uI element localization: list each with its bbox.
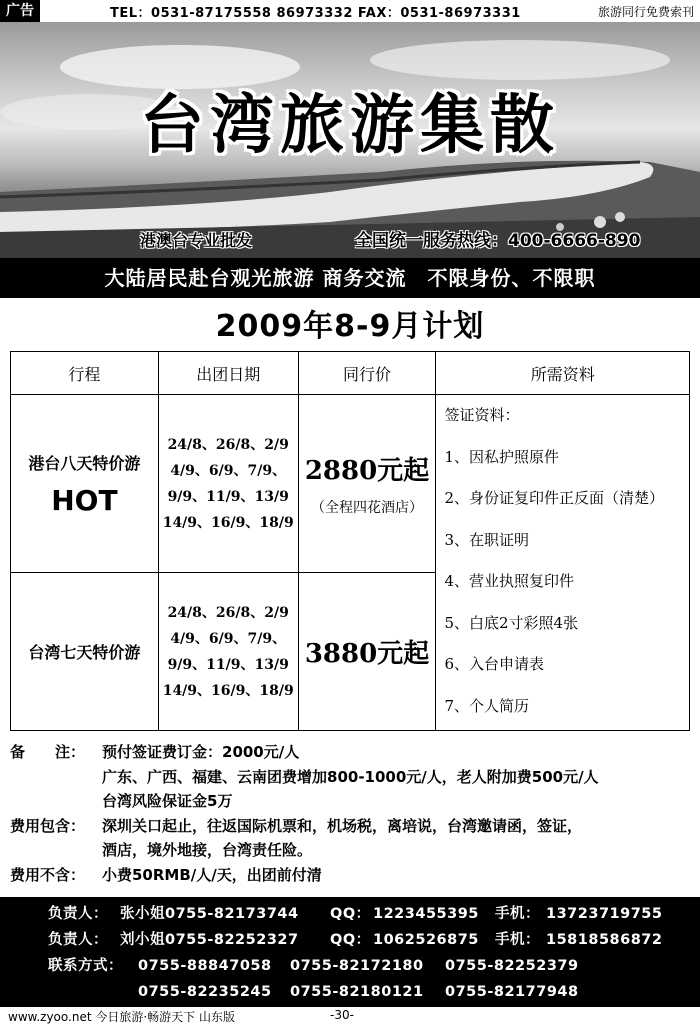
dates-cell (158, 395, 298, 573)
schedule-table (10, 351, 690, 731)
price-value: 2880元起 (304, 456, 430, 486)
banner (0, 22, 700, 258)
table-row (11, 395, 690, 573)
included-line: 深圳关口起止，往返国际机票和，机场税，离培说，台湾邀请函，签证， (102, 816, 583, 835)
hotline-label: 全国统一服务热线：400-6666-890 (355, 231, 641, 251)
remark-line: 台湾风险保证金5万 (102, 792, 233, 810)
tel-fax-line: TEL：0531-87175558 86973332 FAX：0531-86973331 (110, 6, 521, 21)
route-cell (11, 573, 159, 731)
banner-title: 台湾旅游集散 (140, 89, 560, 163)
qq-label: QQ： (330, 932, 371, 948)
qq-number: 1062526875 (373, 932, 479, 948)
documents-cell (436, 395, 690, 731)
date-line: 9/9、11/9、13/9 (167, 656, 289, 673)
remark-line: 广东、广西、福建、云南团费增加800-1000元/人，老人附加费500元/人 (102, 767, 599, 786)
header-dates: 出团日期 (158, 352, 298, 395)
contact-method-label: 联系方式： (48, 958, 123, 974)
hot-badge: HOT (51, 483, 118, 517)
footer-site: www.zyoo.net 今日旅游·畅游天下 山东版 (8, 1010, 235, 1024)
price-cell (298, 395, 436, 573)
header-price: 同行价 (298, 352, 436, 395)
wholesale-label: 港澳台专业批发 (140, 231, 253, 250)
date-line: 14/9、16/9、18/9 (162, 514, 294, 531)
mobile-number: 13723719755 (546, 906, 663, 922)
doc-item: 1、因私护照原件 (444, 447, 559, 466)
person-name-tel: 张小姐0755-82173744 (120, 906, 299, 922)
qq-number: 1223455395 (373, 906, 479, 922)
page-number: -30- (330, 1008, 354, 1022)
doc-item: 4、营业执照复印件 (444, 572, 574, 590)
date-line: 24/8、26/8、2/9 (167, 604, 289, 621)
qq-label: QQ： (330, 906, 371, 922)
phone-number: 0755-82180121 (290, 984, 424, 1000)
date-line: 4/9、6/9、7/9、 (170, 462, 287, 479)
price-note: （全程四花酒店） (311, 500, 424, 516)
table-header-row (11, 352, 690, 395)
mobile-label: 手机： (495, 932, 540, 948)
mobile-number: 15818586872 (546, 932, 663, 948)
doc-item: 6、入台申请表 (444, 655, 544, 673)
phone-number: 0755-88847058 (138, 958, 272, 974)
doc-item: 2、身份证复印件正反面（清楚） (444, 489, 664, 507)
phone-number: 0755-82252379 (445, 958, 579, 974)
doc-item: 签证资料： (444, 406, 520, 424)
doc-item: 5、白底2寸彩照4张 (444, 613, 579, 632)
ad-tag: 广告 (0, 0, 40, 22)
excluded-line: 小费50RMB/人/天，出团前付清 (102, 865, 322, 884)
header-route: 行程 (11, 352, 159, 395)
phone-number: 0755-82177948 (445, 984, 579, 1000)
person-label: 负责人： (48, 906, 108, 922)
included-label: 费用包含： (10, 816, 86, 835)
route-name: 台湾七天特价游 (28, 643, 141, 662)
date-line: 14/9、16/9、18/9 (162, 682, 294, 699)
free-index-label: 旅游同行免费索刊 (597, 5, 694, 19)
price-cell (298, 573, 436, 731)
price-value: 3880元起 (304, 639, 430, 669)
notes-section (10, 740, 700, 887)
included-line: 酒店，境外地接，台湾责任险。 (102, 841, 313, 859)
remark-label: 备 注： (10, 743, 86, 761)
person-name-tel: 刘小姐0755-82252327 (120, 932, 299, 948)
slogan-bar: 大陆居民赴台观光旅游 商务交流 不限身份、不限职 (0, 258, 700, 298)
top-header-bar (0, 0, 700, 24)
phone-number: 0755-82172180 (290, 958, 424, 974)
route-cell (11, 395, 159, 573)
date-line: 9/9、11/9、13/9 (167, 488, 289, 505)
date-line: 4/9、6/9、7/9、 (170, 630, 287, 647)
date-line: 24/8、26/8、2/9 (167, 436, 289, 453)
dates-cell (158, 573, 298, 731)
person-label: 负责人： (48, 932, 108, 948)
doc-item: 7、个人简历 (444, 696, 529, 715)
contact-bar (0, 897, 700, 1007)
mobile-label: 手机： (495, 906, 540, 922)
plan-title: 2009年8-9月计划 (215, 309, 485, 344)
remark-line: 预付签证费订金：2000元/人 (102, 743, 300, 761)
doc-item: 3、在职证明 (444, 530, 529, 549)
phone-number: 0755-82235245 (138, 984, 272, 1000)
excluded-label: 费用不含： (10, 865, 86, 884)
page-footer (0, 1007, 700, 1024)
header-documents: 所需资料 (436, 352, 690, 395)
route-name: 港台八天特价游 (28, 453, 141, 473)
